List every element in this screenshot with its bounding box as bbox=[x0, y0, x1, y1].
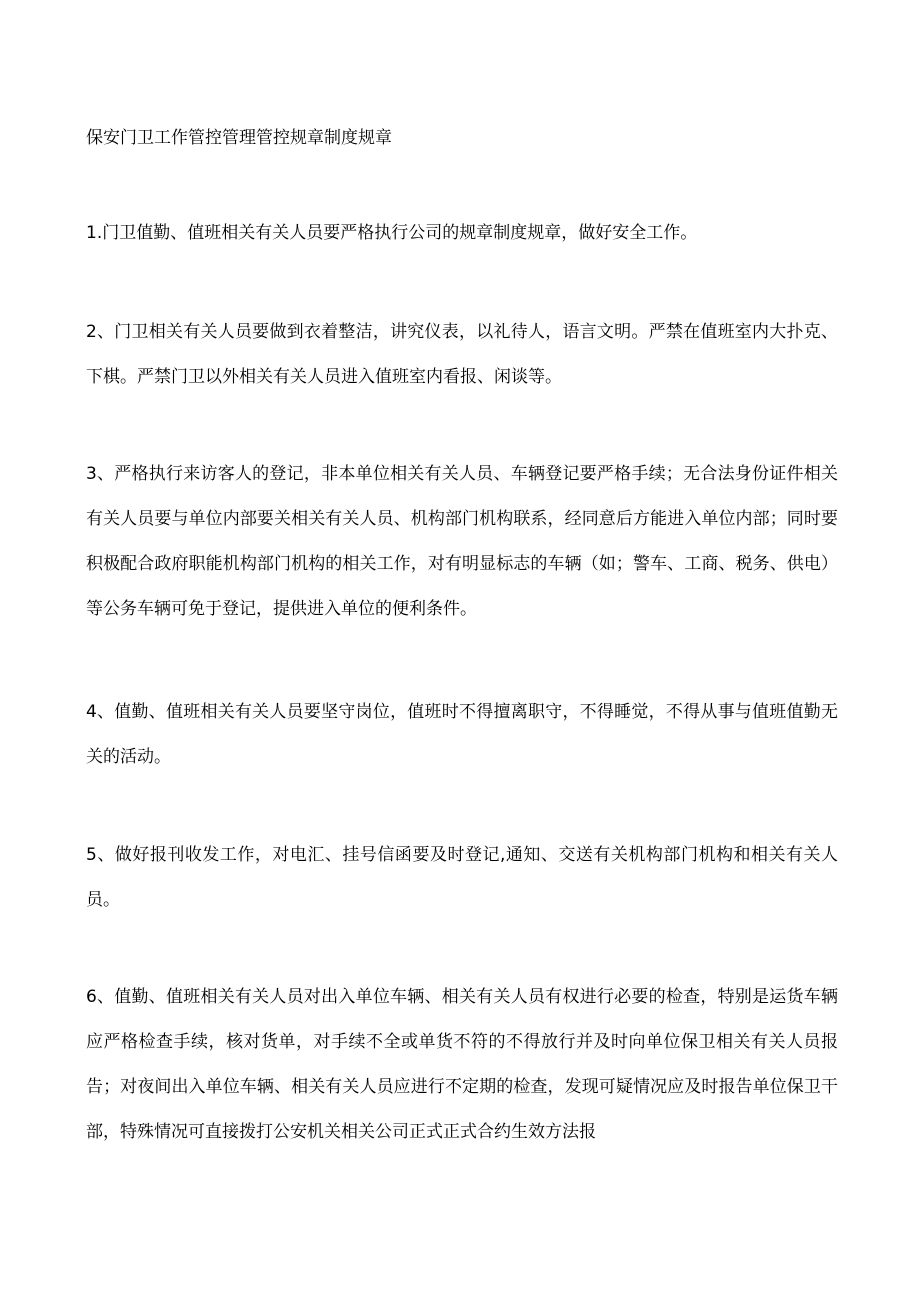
paragraph-2: 2、门卫相关有关人员要做到衣着整洁，讲究仪表，以礼待人，语言文明。严禁在值班室内大扑克、下棋。严禁门卫以外相关有关人员进入值班室内看报、闲谈等。 bbox=[86, 322, 838, 387]
paragraph-6: 6、值勤、值班相关有关人员对出入单位车辆、相关有关人员有权进行必要的检查，特别是运货车辆应严格检查手续，核对货单，对手续不全或单货不符的不得放行并及时向单位保卫相关有关人员报告；对夜间出入单位车辆、相关有关人员应进行不定期的检查，发现可疑情况应及时报告单位保卫干部，特殊情况可直接拨打公安机关相关公司正式正式合约生效方法报 bbox=[86, 987, 838, 1142]
paragraph-1: 1.门卫值勤、值班相关有关人员要严格执行公司的规章制度规章，做好安全工作。 bbox=[86, 223, 698, 243]
paragraph-3: 3、严格执行来访客人的登记，非本单位相关有关人员、车辆登记要严格手续；无合法身份证件相关有关人员要与单位内部要关相关有关人员、机构部门机构联系，经同意后方能进入单位内部；同时要积极配合政府职能机构部门机构的相关工作，对有明显标志的车辆（如；警车、工商、税务、供电）等公务车辆可免于登记，提供进入单位的便利条件。 bbox=[86, 464, 838, 619]
page-title: 保安门卫工作管控管理管控规章制度规章 bbox=[86, 128, 392, 148]
paragraph-5: 5、做好报刊收发工作，对电汇、挂号信函要及时登记,通知、交送有关机构部门机构和相关有关人员。 bbox=[86, 845, 838, 910]
paragraph-4: 4、值勤、值班相关有关人员要坚守岗位，值班时不得擅离职守，不得睡觉，不得从事与值班值勤无关的活动。 bbox=[86, 702, 838, 767]
